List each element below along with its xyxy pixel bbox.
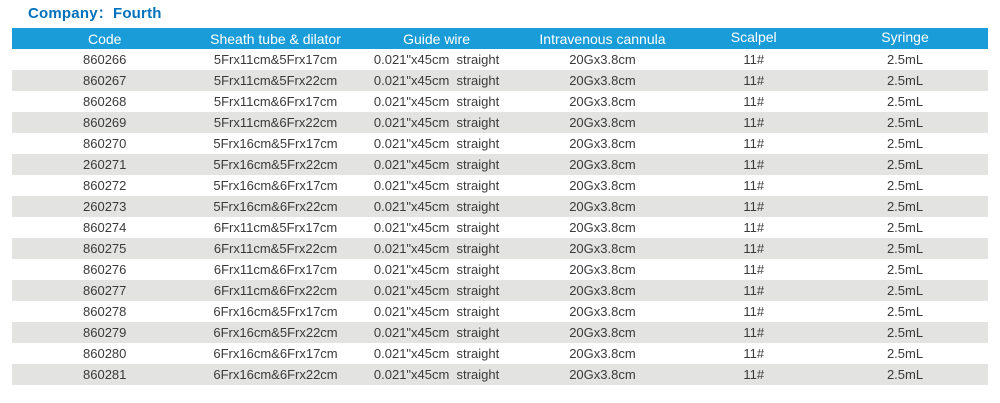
cell-sheath-tube-dilator: 6Frx11cm&6Frx22cm [213,283,338,298]
cell-guide-wire: 0.021"x45cm straight [373,283,500,298]
cell-intravenous-cannula: 20Gx3.8cm [569,73,636,88]
cell-scalpel: 11# [743,367,765,382]
table-header [12,28,988,49]
cell-code: 860267 [83,73,127,88]
table-row [12,301,988,322]
column-header-code: Code [12,28,197,49]
cell-code: 860281 [83,367,127,382]
cell-code: 260271 [83,157,127,172]
cell-code: 860277 [83,283,127,298]
table-row [12,91,988,112]
cell-syringe: 2.5mL [886,346,924,361]
cell-scalpel: 11# [743,304,765,319]
table-row [12,154,988,175]
table-row [12,280,988,301]
cell-intravenous-cannula: 20Gx3.8cm [569,94,636,109]
cell-scalpel: 11# [743,136,765,151]
cell-intravenous-cannula: 20Gx3.8cm [569,346,636,361]
cell-code: 860280 [83,346,127,361]
table-row [12,322,988,343]
cell-intravenous-cannula: 20Gx3.8cm [569,136,636,151]
table-row [12,364,988,385]
cell-code: 260273 [83,199,127,214]
cell-intravenous-cannula: 20Gx3.8cm [569,52,636,67]
cell-intravenous-cannula: 20Gx3.8cm [569,304,636,319]
cell-scalpel: 11# [743,241,765,256]
cell-guide-wire: 0.021"x45cm straight [373,262,500,277]
cell-syringe: 2.5mL [886,115,924,130]
cell-code: 860266 [83,52,127,67]
cell-sheath-tube-dilator: 5Frx16cm&5Frx17cm [213,136,338,151]
table-row [12,217,988,238]
cell-code: 860269 [83,115,127,130]
page-title [28,2,162,23]
cell-scalpel: 11# [743,346,765,361]
cell-code: 860279 [83,325,127,340]
cell-scalpel: 11# [743,52,765,67]
cell-intravenous-cannula: 20Gx3.8cm [569,283,636,298]
cell-scalpel: 11# [743,220,765,235]
table-row [12,49,988,70]
header-row [12,28,988,49]
cell-guide-wire: 0.021"x45cm straight [373,115,500,130]
cell-scalpel: 11# [743,115,765,130]
cell-intravenous-cannula: 20Gx3.8cm [569,262,636,277]
cell-guide-wire: 0.021"x45cm straight [373,136,500,151]
cell-intravenous-cannula: 20Gx3.8cm [569,241,636,256]
cell-syringe: 2.5mL [886,52,924,67]
cell-guide-wire: 0.021"x45cm straight [373,199,500,214]
cell-code: 860274 [83,220,127,235]
table-row [12,112,988,133]
cell-guide-wire: 0.021"x45cm straight [373,94,500,109]
cell-scalpel: 11# [743,73,765,88]
cell-guide-wire: 0.021"x45cm straight [373,220,500,235]
cell-code: 860275 [83,241,127,256]
company-value: Fourth [112,5,162,22]
cell-sheath-tube-dilator: 5Frx11cm&5Frx22cm [213,73,338,88]
cell-intravenous-cannula: 20Gx3.8cm [569,178,636,193]
cell-intravenous-cannula: 20Gx3.8cm [569,157,636,172]
cell-syringe: 2.5mL [886,220,924,235]
company-label: Company： [28,5,113,22]
product-spec-table [12,28,988,385]
cell-scalpel: 11# [743,199,765,214]
cell-sheath-tube-dilator: 5Frx11cm&6Frx22cm [213,115,338,130]
cell-syringe: 2.5mL [886,73,924,88]
cell-guide-wire: 0.021"x45cm straight [373,178,500,193]
column-header-guide-wire: Guide wire [354,28,520,49]
table-body [12,49,988,385]
column-header-syringe: Syringe [822,28,988,49]
column-header-scalpel: Scalpel [685,28,822,49]
cell-code: 860276 [83,262,127,277]
cell-intravenous-cannula: 20Gx3.8cm [569,325,636,340]
cell-guide-wire: 0.021"x45cm straight [373,304,500,319]
cell-syringe: 2.5mL [886,241,924,256]
cell-scalpel: 11# [743,94,765,109]
cell-code: 860278 [83,304,127,319]
cell-guide-wire: 0.021"x45cm straight [373,367,500,382]
cell-intravenous-cannula: 20Gx3.8cm [569,199,636,214]
cell-sheath-tube-dilator: 6Frx11cm&5Frx17cm [213,220,338,235]
cell-intravenous-cannula: 20Gx3.8cm [569,367,636,382]
cell-syringe: 2.5mL [886,262,924,277]
cell-sheath-tube-dilator: 6Frx11cm&6Frx17cm [213,262,338,277]
table-row [12,343,988,364]
table-row [12,238,988,259]
cell-guide-wire: 0.021"x45cm straight [373,346,500,361]
cell-guide-wire: 0.021"x45cm straight [373,52,500,67]
cell-sheath-tube-dilator: 5Frx16cm&5Frx22cm [213,157,338,172]
column-header-sheath-tube-dilator: Sheath tube & dilator [197,28,353,49]
cell-syringe: 2.5mL [886,199,924,214]
table-row [12,70,988,91]
cell-syringe: 2.5mL [886,178,924,193]
cell-sheath-tube-dilator: 5Frx11cm&6Frx17cm [213,94,338,109]
cell-sheath-tube-dilator: 5Frx16cm&6Frx22cm [213,199,338,214]
cell-sheath-tube-dilator: 5Frx11cm&5Frx17cm [213,52,338,67]
table-row [12,175,988,196]
cell-sheath-tube-dilator: 6Frx16cm&5Frx17cm [213,304,338,319]
cell-guide-wire: 0.021"x45cm straight [373,157,500,172]
cell-intravenous-cannula: 20Gx3.8cm [569,115,636,130]
table-row [12,133,988,154]
cell-intravenous-cannula: 20Gx3.8cm [569,220,636,235]
cell-code: 860268 [83,94,127,109]
cell-guide-wire: 0.021"x45cm straight [373,325,500,340]
cell-code: 860272 [83,178,127,193]
cell-syringe: 2.5mL [886,136,924,151]
cell-code: 860270 [83,136,127,151]
cell-sheath-tube-dilator: 6Frx11cm&5Frx22cm [213,241,338,256]
column-header-intravenous-cannula: Intravenous cannula [520,28,686,49]
table-row [12,196,988,217]
cell-syringe: 2.5mL [886,367,924,382]
cell-syringe: 2.5mL [886,157,924,172]
cell-syringe: 2.5mL [886,94,924,109]
cell-syringe: 2.5mL [886,325,924,340]
cell-syringe: 2.5mL [886,304,924,319]
cell-scalpel: 11# [743,178,765,193]
cell-scalpel: 11# [743,157,765,172]
table-row [12,259,988,280]
cell-guide-wire: 0.021"x45cm straight [373,241,500,256]
cell-sheath-tube-dilator: 5Frx16cm&6Frx17cm [213,178,338,193]
cell-scalpel: 11# [743,325,765,340]
cell-sheath-tube-dilator: 6Frx16cm&6Frx17cm [213,346,338,361]
cell-scalpel: 11# [743,262,765,277]
cell-sheath-tube-dilator: 6Frx16cm&5Frx22cm [213,325,338,340]
cell-syringe: 2.5mL [886,283,924,298]
cell-scalpel: 11# [743,283,765,298]
cell-sheath-tube-dilator: 6Frx16cm&6Frx22cm [213,367,338,382]
cell-guide-wire: 0.021"x45cm straight [373,73,500,88]
